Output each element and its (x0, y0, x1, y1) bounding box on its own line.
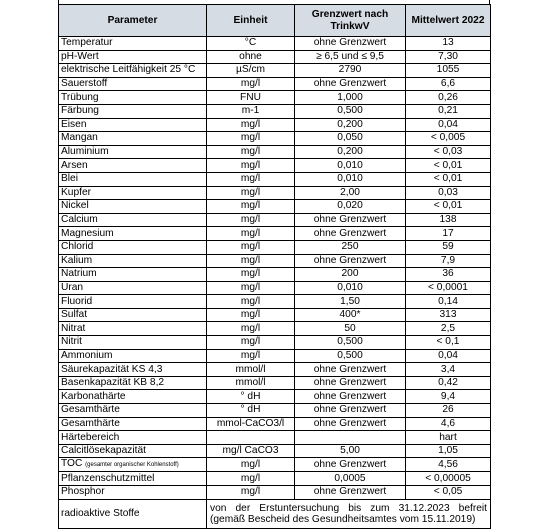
cell-limit: 1,50 (295, 295, 406, 309)
cell-limit: ohne Grenzwert (295, 213, 406, 227)
cell-parameter (59, 64, 207, 78)
table-row (59, 268, 491, 282)
table-row (59, 458, 491, 472)
cell-limit: ohne Grenzwert (295, 77, 406, 91)
cell-limit: 2,00 (295, 186, 406, 200)
cell-unit: ° dH (207, 390, 295, 404)
cell-unit: °C (207, 37, 295, 51)
parameter-label: Blei (61, 173, 78, 185)
cell-mean: < 0,1 (406, 336, 491, 350)
cell-limit: ohne Grenzwert (295, 404, 406, 418)
table-header-row (59, 5, 491, 37)
cell-parameter (59, 472, 207, 486)
table-row (59, 159, 491, 173)
cell-limit: ohne Grenzwert (295, 37, 406, 51)
cell-unit: µS/cm (207, 64, 295, 78)
parameter-label: elektrische Leitfähigkeit 25 °C (61, 64, 196, 76)
cell-limit: 0,020 (295, 200, 406, 214)
cell-limit: ohne Grenzwert (295, 254, 406, 268)
cell-unit: ohne (207, 50, 295, 64)
parameter-label: Chlorid (61, 241, 94, 253)
cell-unit (207, 431, 295, 445)
cell-parameter (59, 213, 207, 227)
cell-mean: < 0,005 (406, 132, 491, 146)
cell-unit: mg/l (207, 172, 295, 186)
cell-parameter (59, 431, 207, 445)
cell-mean: 59 (406, 240, 491, 254)
cell-mean: 0,03 (406, 186, 491, 200)
table-row (59, 349, 491, 363)
cell-unit: mg/l (207, 308, 295, 322)
table-row (59, 132, 491, 146)
table-row (59, 227, 491, 241)
parameter-label: Ammonium (61, 349, 113, 361)
cell-unit: mg/l (207, 458, 295, 472)
cell-limit: 0,500 (295, 349, 406, 363)
cell-parameter (59, 91, 207, 105)
table-row (59, 486, 491, 500)
cell-limit: 0,0005 (295, 472, 406, 486)
cell-unit: mmol/l (207, 363, 295, 377)
cell-limit: 0,050 (295, 132, 406, 146)
parameter-label: Färbung (61, 105, 99, 117)
parameter-label: Basenkapazität KB 8,2 (61, 377, 165, 389)
table-row (59, 444, 491, 458)
cell-limit: 0,010 (295, 172, 406, 186)
cell-parameter (59, 37, 207, 51)
cell-mean: 17 (406, 227, 491, 241)
cell-limit: 0,010 (295, 159, 406, 173)
parameter-label: Säurekapazität KS 4,3 (61, 363, 163, 375)
cell-parameter (59, 268, 207, 282)
parameter-label: Nitrit (61, 336, 82, 348)
cell-parameter (59, 404, 207, 418)
cell-mean: 4,56 (406, 458, 491, 472)
table-row (59, 118, 491, 132)
cell-parameter (59, 486, 207, 500)
table-row (59, 186, 491, 200)
table-row (59, 281, 491, 295)
cell-mean: < 0,01 (406, 200, 491, 214)
cell-parameter (59, 227, 207, 241)
cell-unit: mg/l (207, 486, 295, 500)
parameter-label: Nickel (61, 200, 89, 212)
cell-parameter (59, 132, 207, 146)
cell-mean: 7,30 (406, 50, 491, 64)
cell-limit: 0,010 (295, 281, 406, 295)
parameter-label: TOC (61, 458, 83, 470)
cell-limit: ohne Grenzwert (295, 390, 406, 404)
cell-mean: 1,05 (406, 444, 491, 458)
cell-mean: 0,04 (406, 118, 491, 132)
cell-parameter (59, 104, 207, 118)
table-row (59, 295, 491, 309)
cell-limit: 400* (295, 308, 406, 322)
table-row (59, 213, 491, 227)
cell-unit: mg/l (207, 254, 295, 268)
cell-unit: mg/l (207, 132, 295, 146)
table-row (59, 50, 491, 64)
table-row (59, 77, 491, 91)
cell-limit: 250 (295, 240, 406, 254)
table-row (59, 200, 491, 214)
cell-limit: 1,000 (295, 91, 406, 105)
table-row (59, 172, 491, 186)
cell-unit: mg/l (207, 159, 295, 173)
parameter-label: Calcium (61, 214, 98, 226)
cell-parameter (59, 200, 207, 214)
cell-limit: 5,00 (295, 444, 406, 458)
cell-parameter (59, 458, 207, 472)
parameter-label: Uran (61, 281, 84, 293)
parameter-label: Gesamthärte (61, 417, 120, 429)
cell-parameter (59, 308, 207, 322)
cell-mean: 0,04 (406, 349, 491, 363)
cell-limit: ≥ 6,5 und ≤ 9,5 (295, 50, 406, 64)
cell-parameter (59, 336, 207, 350)
parameter-label: Sulfat (61, 309, 88, 321)
water-quality-table (58, 4, 491, 529)
parameter-label: Kalium (61, 254, 93, 266)
parameter-label: Natrium (61, 268, 97, 280)
cell-unit: mg/l (207, 118, 295, 132)
cell-unit: mg/l (207, 349, 295, 363)
cell-limit: ohne Grenzwert (295, 417, 406, 431)
cell-limit: 0,200 (295, 118, 406, 132)
cell-limit: 2790 (295, 64, 406, 78)
cell-mean: 138 (406, 213, 491, 227)
parameter-label: Temperatur (61, 37, 113, 49)
table-row (59, 240, 491, 254)
cell-unit: mg/l (207, 186, 295, 200)
cell-limit: ohne Grenzwert (295, 376, 406, 390)
header-unit: Einheit (207, 5, 295, 37)
parameter-label: Arsen (61, 159, 88, 171)
cell-mean: < 0,0001 (406, 281, 491, 295)
parameter-label: Phosphor (61, 486, 105, 498)
parameter-label: pH-Wert (61, 50, 99, 62)
cell-mean: 0,21 (406, 104, 491, 118)
cell-mean: < 0,05 (406, 486, 491, 500)
cell-unit: mg/l (207, 227, 295, 241)
cell-mean: 0,14 (406, 295, 491, 309)
parameter-label: Härtebereich (61, 431, 120, 443)
parameter-label: Fluorid (61, 295, 93, 307)
cell-mean: < 0,03 (406, 145, 491, 159)
header-limit: Grenzwert nach TrinkwV (295, 5, 406, 37)
parameter-label: Pflanzenschutzmittel (61, 472, 155, 484)
table-row (59, 104, 491, 118)
table-row (59, 37, 491, 51)
table-row-radioactive (59, 499, 491, 528)
header-mean: Mittelwert 2022 (406, 5, 491, 37)
cell-mean: 4,6 (406, 417, 491, 431)
cell-mean: 6,6 (406, 77, 491, 91)
cell-mean: < 0,01 (406, 159, 491, 173)
cell-limit: 0,200 (295, 145, 406, 159)
cell-exemption-note: von der Erstuntersuchung bis zum 31.12.2023 befreit (gemäß Bescheid des Gesundheitsamtes vom 15.11.2019) (207, 499, 491, 528)
cell-mean: 13 (406, 37, 491, 51)
cell-mean: 0,42 (406, 376, 491, 390)
cell-mean: 36 (406, 268, 491, 282)
parameter-label: Aluminium (61, 146, 109, 158)
cell-parameter (59, 390, 207, 404)
cell-parameter (59, 145, 207, 159)
cell-parameter (59, 376, 207, 390)
parameter-note: (gesamter organischer Kohlenstoff) (85, 462, 179, 469)
cell-limit: ohne Grenzwert (295, 458, 406, 472)
cell-mean: 7,9 (406, 254, 491, 268)
cell-parameter (59, 254, 207, 268)
cell-limit: ohne Grenzwert (295, 363, 406, 377)
water-analysis-sheet (58, 0, 490, 529)
cell-parameter (59, 77, 207, 91)
cell-unit: mg/l (207, 77, 295, 91)
cell-limit: 0,500 (295, 104, 406, 118)
cell-unit: mg/l (207, 295, 295, 309)
cell-parameter (59, 322, 207, 336)
cell-parameter (59, 363, 207, 377)
cell-parameter (59, 281, 207, 295)
parameter-label: Magnesium (61, 227, 114, 239)
cell-mean: 2,5 (406, 322, 491, 336)
cell-unit: mmol/l (207, 376, 295, 390)
cell-limit: ohne Grenzwert (295, 486, 406, 500)
parameter-label: Calcitlösekapazität (61, 445, 146, 457)
parameter-label: Eisen (61, 118, 87, 130)
header-parameter: Parameter (59, 5, 207, 37)
parameter-label: Karbonathärte (61, 390, 126, 402)
cell-parameter (59, 186, 207, 200)
cell-parameter (59, 444, 207, 458)
table-row (59, 91, 491, 105)
cell-unit: ° dH (207, 404, 295, 418)
cell-parameter (59, 349, 207, 363)
table-row (59, 145, 491, 159)
cell-unit: FNU (207, 91, 295, 105)
cell-unit: mmol-CaCO3/l (207, 417, 295, 431)
table-row (59, 336, 491, 350)
cell-parameter (59, 159, 207, 173)
cell-unit: mg/l (207, 268, 295, 282)
cell-mean: 313 (406, 308, 491, 322)
table-row (59, 390, 491, 404)
parameter-label: Sauerstoff (61, 78, 108, 90)
cell-parameter (59, 50, 207, 64)
cell-mean: hart (406, 431, 491, 445)
cell-parameter: radioaktive Stoffe (59, 499, 207, 528)
cell-mean: 0,26 (406, 91, 491, 105)
cell-limit (295, 431, 406, 445)
table-row (59, 472, 491, 486)
parameter-label: Nitrat (61, 322, 86, 334)
cell-unit: m-1 (207, 104, 295, 118)
cell-mean: < 0,00005 (406, 472, 491, 486)
table-row (59, 363, 491, 377)
parameter-label: Gesamthärte (61, 404, 120, 416)
cell-mean: 26 (406, 404, 491, 418)
cell-limit: 50 (295, 322, 406, 336)
cell-unit: mg/l (207, 200, 295, 214)
cell-unit: mg/l CaCO3 (207, 444, 295, 458)
cell-unit: mg/l (207, 472, 295, 486)
table-row (59, 431, 491, 445)
table-row (59, 308, 491, 322)
cell-mean: 1055 (406, 64, 491, 78)
cell-unit: mg/l (207, 322, 295, 336)
cell-mean: 9,4 (406, 390, 491, 404)
table-row (59, 417, 491, 431)
cell-parameter (59, 118, 207, 132)
cell-parameter (59, 295, 207, 309)
cell-limit: 0,500 (295, 336, 406, 350)
parameter-label: Kupfer (61, 186, 92, 198)
cell-limit: ohne Grenzwert (295, 227, 406, 241)
table-row (59, 64, 491, 78)
table-body (59, 37, 491, 529)
parameter-label: Trübung (61, 91, 99, 103)
cell-unit: mg/l (207, 281, 295, 295)
cell-unit: mg/l (207, 240, 295, 254)
cell-mean: < 0,01 (406, 172, 491, 186)
cell-parameter (59, 417, 207, 431)
cell-parameter (59, 240, 207, 254)
table-row (59, 404, 491, 418)
table-row (59, 322, 491, 336)
cell-mean: 3,4 (406, 363, 491, 377)
cell-limit: 200 (295, 268, 406, 282)
cell-parameter (59, 172, 207, 186)
cell-unit: mg/l (207, 145, 295, 159)
table-row (59, 254, 491, 268)
cell-unit: mg/l (207, 213, 295, 227)
table-row (59, 376, 491, 390)
parameter-label: Mangan (61, 132, 98, 144)
cell-unit: mg/l (207, 336, 295, 350)
